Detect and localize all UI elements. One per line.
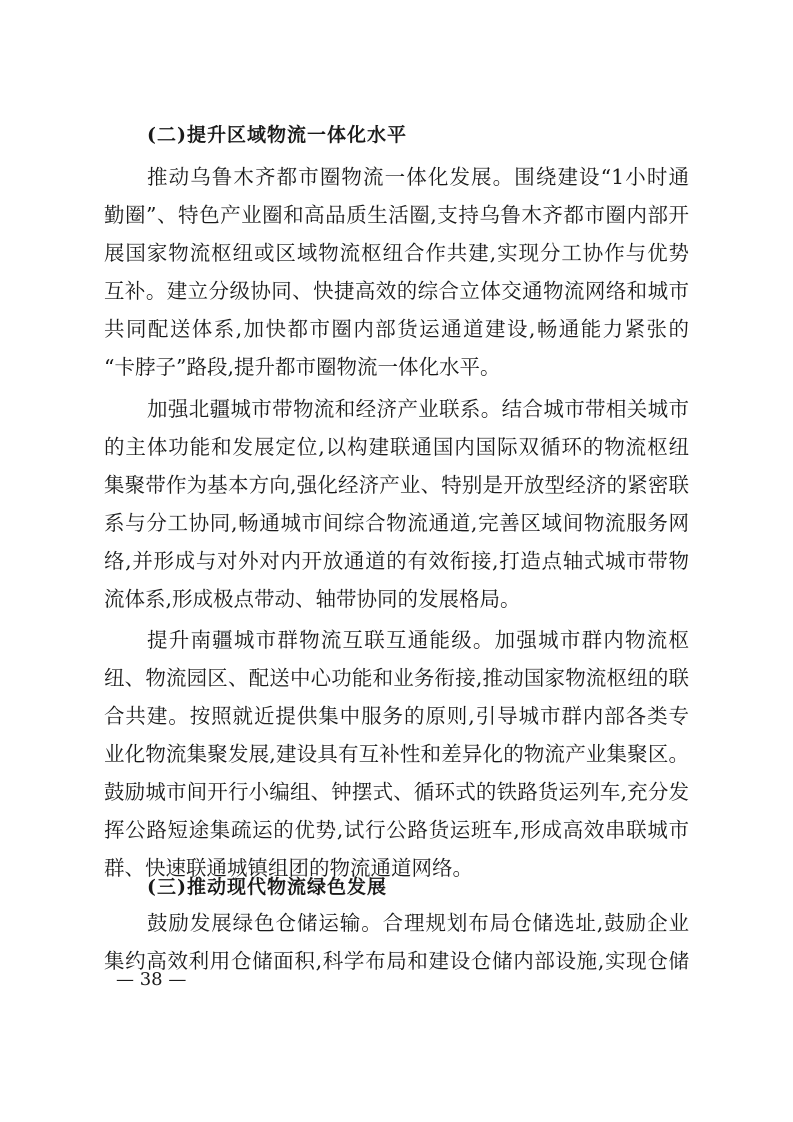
text-line: 推动乌鲁木齐都市圈物流一体化发展。围绕建设“1小时通 xyxy=(147,165,689,189)
page-number: — 38 — xyxy=(116,969,187,990)
text-line: 挥公路短途集疏运的优势,试行公路货运班车,形成高效串联城市 xyxy=(104,818,689,842)
section-heading-2: (二)提升区域物流一体化水平 xyxy=(147,124,407,146)
text-line: 勤圈”、特色产业圈和高品质生活圈,支持乌鲁木齐都市圈内部开 xyxy=(104,203,689,227)
text-line: 集聚带作为基本方向,强化经济产业、特别是开放型经济的紧密联 xyxy=(104,473,689,497)
text-line: 共同配送体系,加快都市圈内部货运通道建设,畅通能力紧张的 xyxy=(104,317,689,341)
section-heading-3: (三)推动现代物流绿色发展 xyxy=(147,876,387,898)
text-line: 纽、物流园区、配送中心功能和业务衔接,推动国家物流枢纽的联 xyxy=(104,666,689,690)
text-line: 流体系,形成极点带动、轴带协同的发展格局。 xyxy=(104,587,521,611)
text-line: 的主体功能和发展定位,以构建联通国内国际双循环的物流枢纽 xyxy=(104,435,689,459)
text-line: 展国家物流枢纽或区域物流枢纽合作共建,实现分工协作与优势 xyxy=(104,241,689,265)
text-line: 业化物流集聚发展,建设具有互补性和差异化的物流产业集聚区。 xyxy=(104,742,689,766)
text-line: 互补。建立分级协同、快捷高效的综合立体交通物流网络和城市 xyxy=(104,279,689,303)
text-line: 加强北疆城市带物流和经济产业联系。结合城市带相关城市 xyxy=(147,397,689,421)
text-line: “卡脖子”路段,提升都市圈物流一体化水平。 xyxy=(104,355,501,379)
text-line: 络,并形成与对外对内开放通道的有效衔接,打造点轴式城市带物 xyxy=(104,549,689,573)
text-line: 鼓励城市间开行小编组、钟摆式、循环式的铁路货运列车,充分发 xyxy=(104,780,689,804)
text-line: 群、快速联通城镇组团的物流通道网络。 xyxy=(104,856,473,880)
text-line: 鼓励发展绿色仓储运输。合理规划布局仓储选址,鼓励企业 xyxy=(147,911,689,935)
text-line: 集约高效利用仓储面积,科学布局和建设仓储内部设施,实现仓储 xyxy=(104,949,689,973)
text-line: 提升南疆城市群物流互联互通能级。加强城市群内物流枢 xyxy=(147,628,689,652)
text-line: 合共建。按照就近提供集中服务的原则,引导城市群内部各类专 xyxy=(104,704,689,728)
text-line: 系与分工协同,畅通城市间综合物流通道,完善区域间物流服务网 xyxy=(104,511,689,535)
